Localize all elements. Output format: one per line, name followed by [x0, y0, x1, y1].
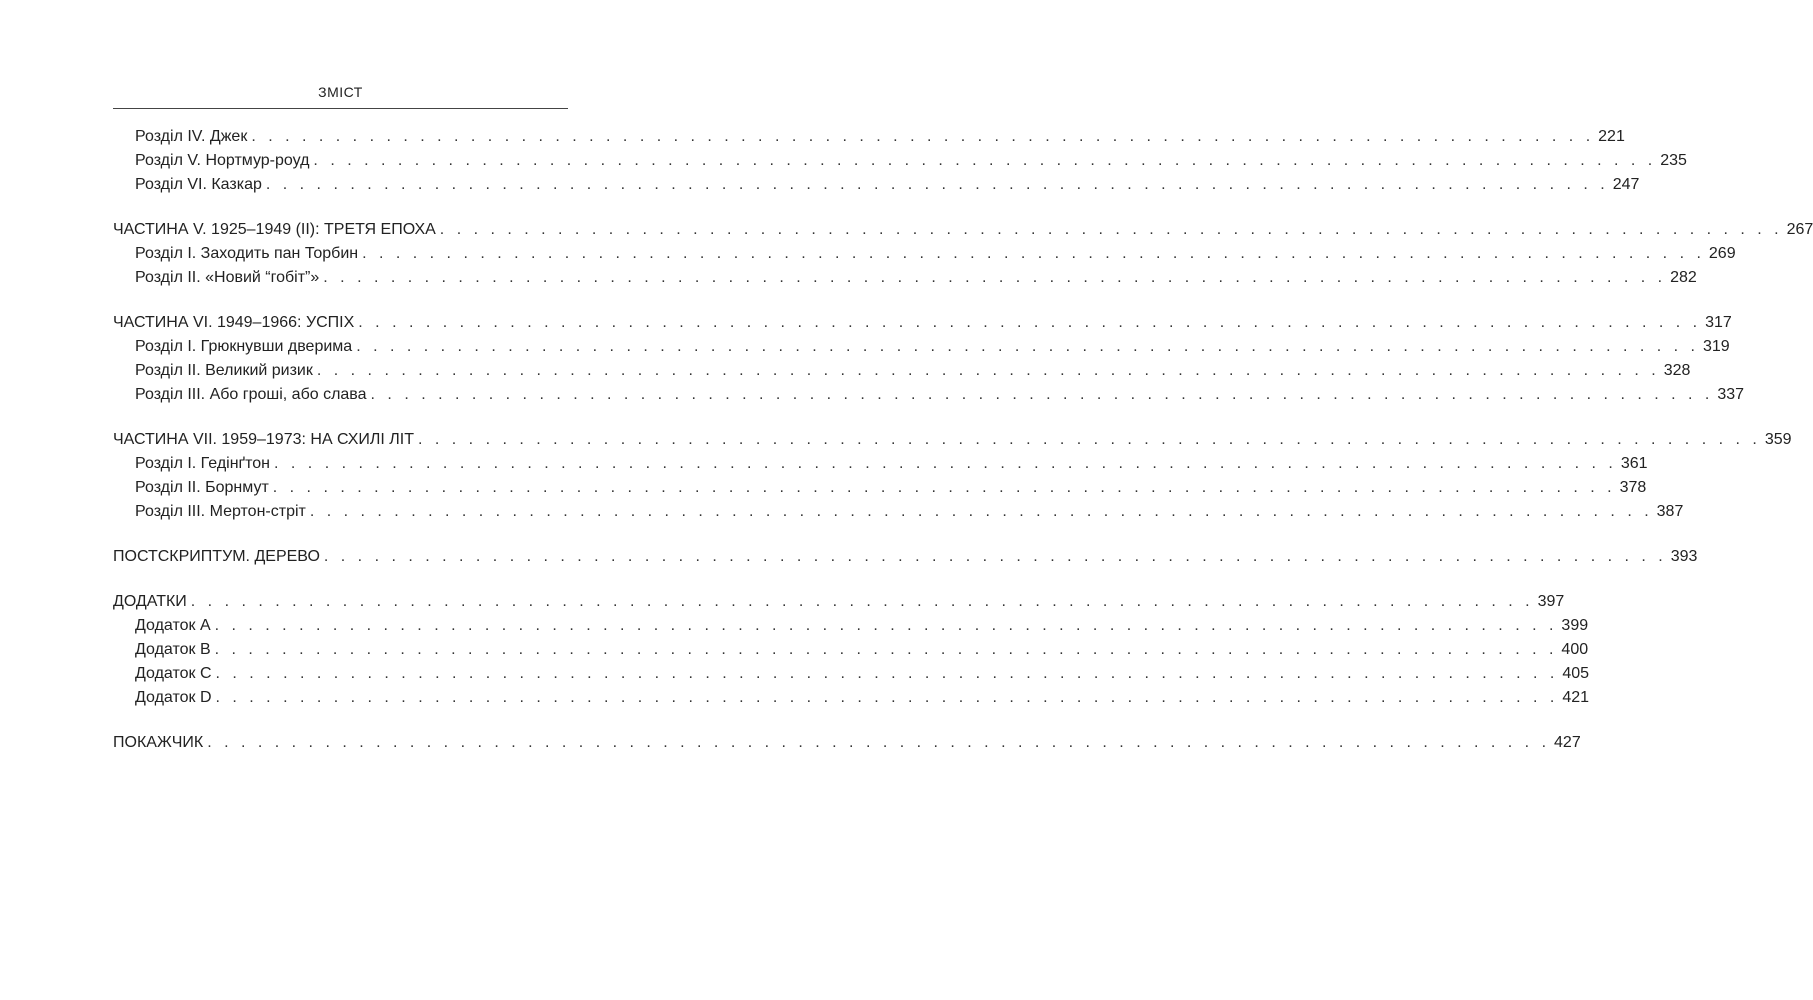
dot-leader: . . . . . . . . . . . . . . . . . . . . . . . . . . . . . . . . . . . . . . . . . . . . . . . . . . . . . . . . . . . . . . . . . . . . . . . . . . . . . . . .: [214, 617, 1558, 634]
dot-leader: . . . . . . . . . . . . . . . . . . . . . . . . . . . . . . . . . . . . . . . . . . . . . . . . . . . . . . . . . . . . . . . . . . . . . . . . . . . . . . . .: [362, 245, 1705, 262]
toc-page-number: 269: [1708, 245, 1736, 262]
toc-subentry: [113, 335, 1730, 359]
toc-entry-title: ЧАСТИНА VI. 1949–1966: УСПІХ: [113, 314, 355, 331]
toc-entry-title: Розділ IV. Джек: [135, 128, 248, 145]
toc-subentry: [113, 149, 1687, 173]
toc-page-number: 427: [1554, 734, 1581, 751]
dot-leader: . . . . . . . . . . . . . . . . . . . . . . . . . . . . . . . . . . . . . . . . . . . . . . . . . . . . . . . . . . . . . . . . . . . . . . . . . . . . . . . .: [356, 338, 1699, 355]
toc-page-number: 393: [1670, 548, 1698, 565]
toc-entry: [113, 731, 1581, 755]
dot-leader: . . . . . . . . . . . . . . . . . . . . . . . . . . . . . . . . . . . . . . . . . . . . . . . . . . . . . . . . . . . . . . . . . . . . . . . . . . . . . . . .: [418, 431, 1761, 448]
dot-leader: . . . . . . . . . . . . . . . . . . . . . . . . . . . . . . . . . . . . . . . . . . . . . . . . . . . . . . . . . . . . . . . . . . . . . . . . . . . . . . . .: [316, 362, 1660, 379]
toc-subentry: [113, 173, 1640, 197]
toc-page-number: 421: [1562, 689, 1590, 706]
toc-page-number: 387: [1656, 503, 1684, 520]
toc-page-number: 359: [1764, 431, 1792, 448]
toc-page-number: 337: [1717, 386, 1745, 403]
page-header: ЗМІСТ: [318, 84, 363, 100]
dot-leader: . . . . . . . . . . . . . . . . . . . . . . . . . . . . . . . . . . . . . . . . . . . . . . . . . . . . . . . . . . . . . . . . . . . . . . . . . . . . . . . .: [215, 665, 1559, 682]
toc-entry-title: Розділ II. Борнмут: [135, 479, 269, 496]
toc-entry-title: Додаток C: [135, 665, 212, 682]
toc-page-number: 399: [1561, 617, 1589, 634]
toc-page-number: 282: [1670, 269, 1697, 286]
table-of-contents: [113, 125, 1813, 755]
dot-leader: . . . . . . . . . . . . . . . . . . . . . . . . . . . . . . . . . . . . . . . . . . . . . . . . . . . . . . . . . . . . . . . . . . . . . . . . . . . . . . . .: [214, 641, 1558, 658]
dot-leader: . . . . . . . . . . . . . . . . . . . . . . . . . . . . . . . . . . . . . . . . . . . . . . . . . . . . . . . . . . . . . . . . . . . . . . . . . . . . . . . .: [272, 479, 1616, 496]
toc-entry-title: ЧАСТИНА V. 1925–1949 (II): ТРЕТЯ ЕПОХА: [113, 221, 436, 238]
toc-subentry: [113, 452, 1648, 476]
dot-leader: . . . . . . . . . . . . . . . . . . . . . . . . . . . . . . . . . . . . . . . . . . . . . . . . . . . . . . . . . . . . . . . . . . . . . . . . . . . . . . . .: [207, 734, 1551, 751]
toc-entry-title: Розділ VI. Казкар: [135, 176, 262, 193]
toc-entry-title: Розділ I. Грюкнувши дверима: [135, 338, 353, 355]
toc-entry-title: Розділ III. Мертон-стріт: [135, 503, 306, 520]
toc-entry: [113, 311, 1732, 335]
toc-page-number: 319: [1703, 338, 1730, 355]
dot-leader: . . . . . . . . . . . . . . . . . . . . . . . . . . . . . . . . . . . . . . . . . . . . . . . . . . . . . . . . . . . . . . . . . . . . . . . . . . . . . . . .: [309, 503, 1653, 520]
toc-entry: [113, 590, 1565, 614]
dot-leader: . . . . . . . . . . . . . . . . . . . . . . . . . . . . . . . . . . . . . . . . . . . . . . . . . . . . . . . . . . . . . . . . . . . . . . . . . . . . . . . .: [370, 386, 1714, 403]
dot-leader: . . . . . . . . . . . . . . . . . . . . . . . . . . . . . . . . . . . . . . . . . . . . . . . . . . . . . . . . . . . . . . . . . . . . . . . . . . . . . . . .: [251, 128, 1595, 145]
toc-entry-title: Додаток A: [135, 617, 211, 634]
toc-entry-title: Розділ I. Заходить пан Торбин: [135, 245, 359, 262]
dot-leader: . . . . . . . . . . . . . . . . . . . . . . . . . . . . . . . . . . . . . . . . . . . . . . . . . . . . . . . . . . . . . . . . . . . . . . . . . . . . . . . .: [439, 221, 1783, 238]
toc-page-number: 317: [1705, 314, 1732, 331]
toc-page-number: 405: [1562, 665, 1590, 682]
toc-subentry: [113, 476, 1647, 500]
toc-page-number: 328: [1663, 362, 1691, 379]
toc-entry: [113, 428, 1792, 452]
header-divider: [113, 108, 568, 109]
toc-page-number: 235: [1660, 152, 1687, 169]
toc-page-number: 247: [1612, 176, 1640, 193]
dot-leader: . . . . . . . . . . . . . . . . . . . . . . . . . . . . . . . . . . . . . . . . . . . . . . . . . . . . . . . . . . . . . . . . . . . . . . . . . . . . . . . .: [323, 548, 1667, 565]
dot-leader: . . . . . . . . . . . . . . . . . . . . . . . . . . . . . . . . . . . . . . . . . . . . . . . . . . . . . . . . . . . . . . . . . . . . . . . . . . . . . . . .: [215, 689, 1559, 706]
toc-entry-title: ПОСТСКРИПТУМ. ДЕРЕВО: [113, 548, 320, 565]
toc-entry-title: ПОКАЖЧИК: [113, 734, 204, 751]
dot-leader: . . . . . . . . . . . . . . . . . . . . . . . . . . . . . . . . . . . . . . . . . . . . . . . . . . . . . . . . . . . . . . . . . . . . . . . . . . . . . . . .: [190, 593, 1534, 610]
toc-subentry: [113, 125, 1625, 149]
toc-subentry: [113, 500, 1684, 524]
toc-subentry: [113, 359, 1691, 383]
dot-leader: . . . . . . . . . . . . . . . . . . . . . . . . . . . . . . . . . . . . . . . . . . . . . . . . . . . . . . . . . . . . . . . . . . . . . . . . . . . . . . . .: [358, 314, 1702, 331]
toc-entry: [113, 218, 1813, 242]
dot-leader: . . . . . . . . . . . . . . . . . . . . . . . . . . . . . . . . . . . . . . . . . . . . . . . . . . . . . . . . . . . . . . . . . . . . . . . . . . . . . . . .: [323, 269, 1667, 286]
toc-page-number: 221: [1598, 128, 1625, 145]
toc-subentry: [113, 242, 1736, 266]
toc-entry-title: Розділ I. Гедінґтон: [135, 455, 271, 472]
toc-entry-title: Розділ V. Нортмур-роуд: [135, 152, 310, 169]
toc-entry: [113, 545, 1698, 569]
toc-page-number: 267: [1786, 221, 1813, 238]
toc-page-number: 400: [1561, 641, 1589, 658]
toc-subentry: [113, 662, 1590, 686]
toc-subentry: [113, 638, 1589, 662]
dot-leader: . . . . . . . . . . . . . . . . . . . . . . . . . . . . . . . . . . . . . . . . . . . . . . . . . . . . . . . . . . . . . . . . . . . . . . . . . . . . . . . .: [313, 152, 1657, 169]
toc-subentry: [113, 614, 1589, 638]
toc-subentry: [113, 383, 1745, 407]
dot-leader: . . . . . . . . . . . . . . . . . . . . . . . . . . . . . . . . . . . . . . . . . . . . . . . . . . . . . . . . . . . . . . . . . . . . . . . . . . . . . . . .: [274, 455, 1617, 472]
toc-subentry: [113, 686, 1590, 710]
toc-entry-title: ДОДАТКИ: [113, 593, 187, 610]
toc-entry-title: Розділ III. Або гроші, або слава: [135, 386, 367, 403]
toc-page-number: 361: [1620, 455, 1648, 472]
toc-subentry: [113, 266, 1697, 290]
toc-entry-title: Розділ II. Великий ризик: [135, 362, 313, 379]
toc-entry-title: Додаток B: [135, 641, 211, 658]
toc-entry-title: Додаток D: [135, 689, 212, 706]
toc-entry-title: Розділ II. «Новий “гобіт”»: [135, 269, 320, 286]
toc-page-number: 397: [1537, 593, 1565, 610]
toc-entry-title: ЧАСТИНА VII. 1959–1973: НА СХИЛІ ЛІТ: [113, 431, 414, 448]
toc-page-number: 378: [1619, 479, 1647, 496]
dot-leader: . . . . . . . . . . . . . . . . . . . . . . . . . . . . . . . . . . . . . . . . . . . . . . . . . . . . . . . . . . . . . . . . . . . . . . . . . . . . . . . .: [265, 176, 1609, 193]
